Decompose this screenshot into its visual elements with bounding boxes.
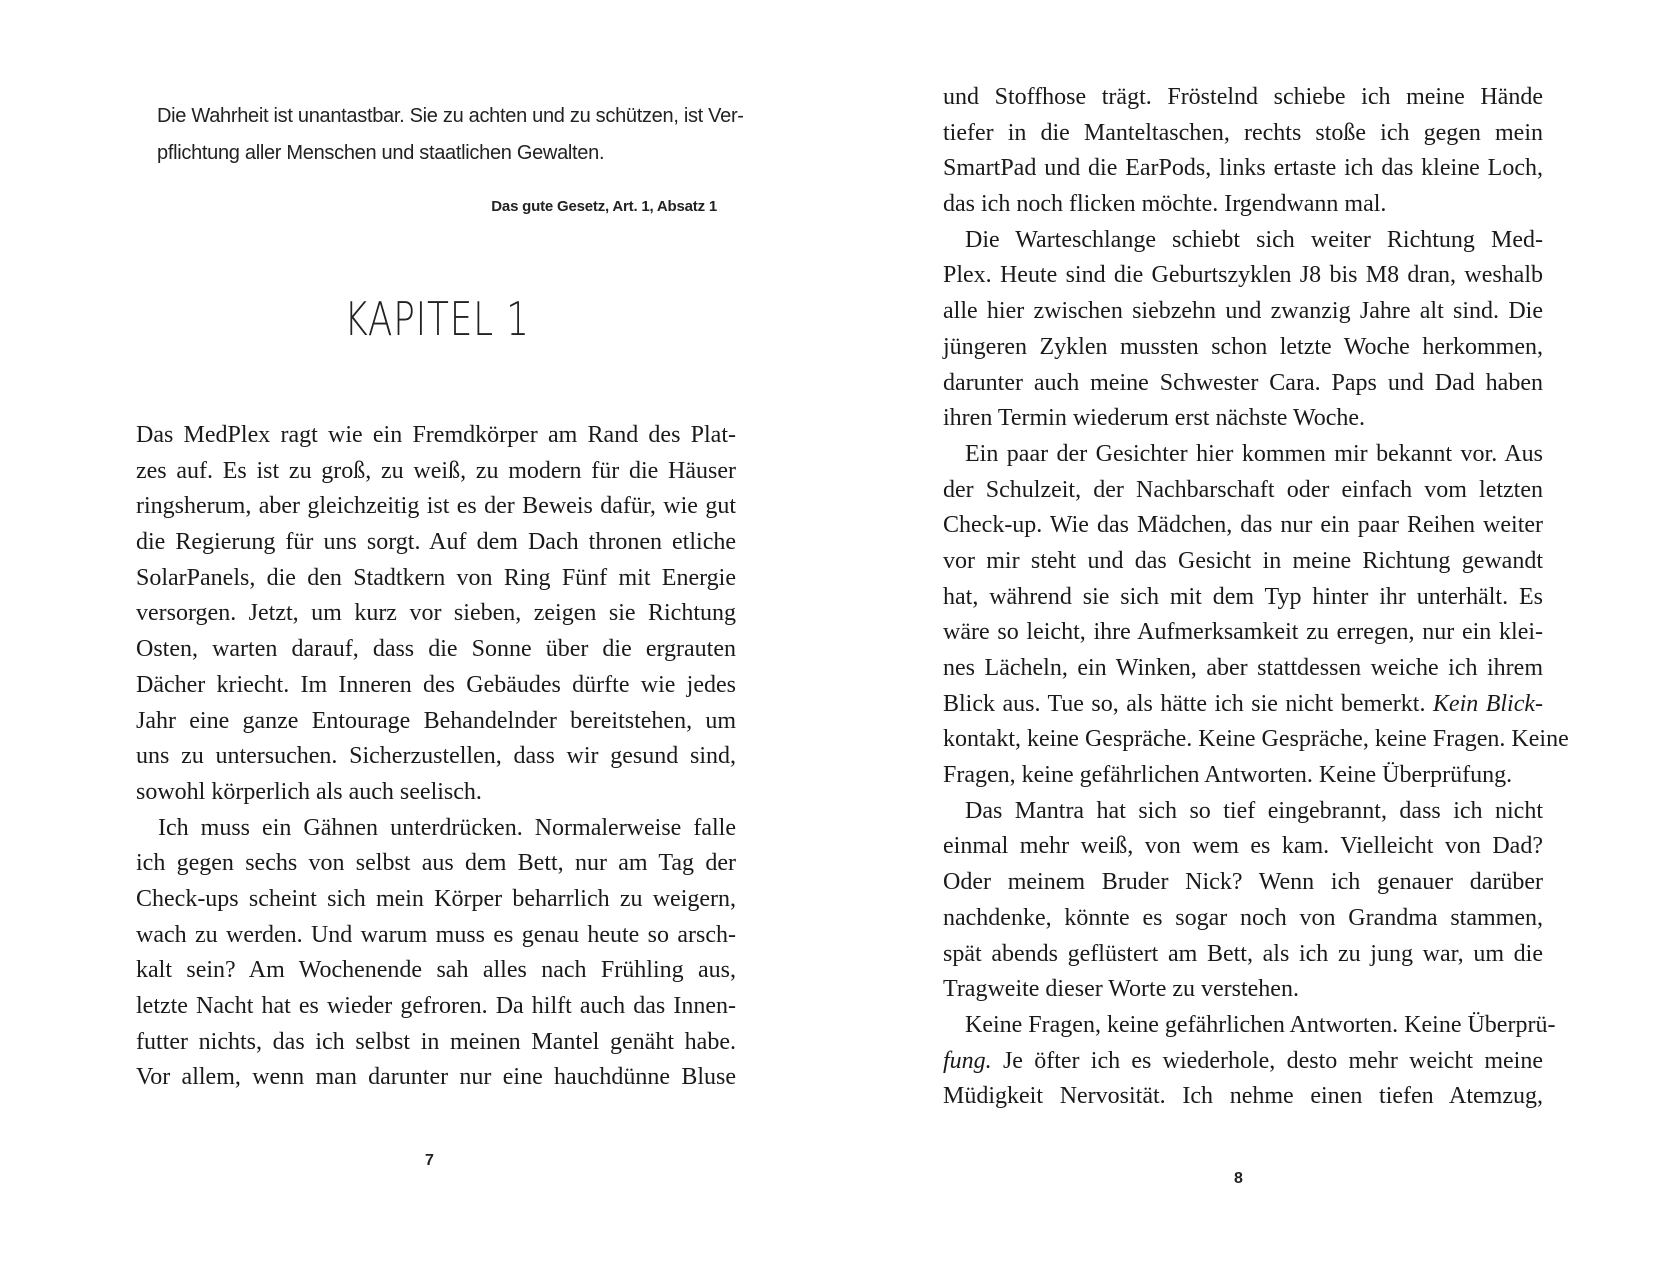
text-line: nachdenke, könnte es sogar noch von Grandma stammen,: [943, 904, 1543, 931]
page-number: 7: [425, 1152, 434, 1169]
text-line: Check-up. Wie das Mädchen, das nur ein paar Reihen weiter: [943, 512, 1543, 539]
right-page: [827, 0, 1654, 1270]
text-line: spät abends geflüstert am Bett, als ich zu jung war, um die: [943, 940, 1543, 967]
text-line: zes auf. Es ist zu groß, zu weiß, zu modern für die Häuser: [136, 457, 736, 484]
text-line: [943, 687, 1543, 723]
text-line: Plex. Heute sind die Geburtszyklen J8 bis M8 dran, weshalb: [943, 262, 1543, 289]
text-line: ich gegen sechs von selbst aus dem Bett, nur am Tag der: [136, 850, 736, 877]
right-page-body: [943, 80, 1569, 1115]
italic-text-segment: fung.: [943, 1047, 992, 1074]
text-line: Das MedPlex ragt wie ein Fremdkörper am Rand des Plat-: [136, 422, 736, 448]
text-line: vor mir steht und das Gesicht in meine Richtung gewandt: [943, 547, 1543, 574]
text-line: die Regierung für uns sorgt. Auf dem Dach thronen etliche: [136, 529, 736, 556]
text-line: einmal mehr weiß, von wem es kam. Vielleicht von Dad?: [943, 833, 1543, 860]
epigraph: [157, 98, 744, 172]
text-line: wäre so leicht, ihre Aufmerksamkeit zu erregen, nur ein klei-: [943, 619, 1543, 646]
italic-text-line: kontakt, keine Gespräche. Keine Gespräche, keine Fragen. Keine: [943, 726, 1569, 753]
text-segment: Blick aus. Tue so, als hätte ich sie nicht bemerkt.: [943, 690, 1426, 717]
text-line: tiefer in die Manteltaschen, rechts stoße ich gegen mein: [943, 119, 1543, 146]
text-line: Müdigkeit Nervosität. Ich nehme einen tiefen Atemzug,: [943, 1083, 1543, 1110]
text-line: ringsherum, aber gleichzeitig ist es der Beweis dafür, wie gut: [136, 493, 736, 520]
text-line: darunter auch meine Schwester Cara. Paps und Dad haben: [943, 369, 1543, 396]
text-line: letzte Nacht hat es wieder gefroren. Da hilft auch das Innen-: [136, 993, 736, 1019]
text-line: und Stoffhose trägt. Fröstelnd schiebe ich meine Hände: [943, 84, 1543, 110]
italic-text-segment: Kein Blick-: [1432, 690, 1544, 717]
text-line: Osten, warten darauf, dass die Sonne über die ergrauten: [136, 636, 736, 663]
text-line: Ich muss ein Gähnen unterdrücken. Normalerweise falle: [158, 814, 736, 841]
text-segment: Je öfter ich es wiederhole, desto mehr weicht meine: [991, 1047, 1543, 1074]
text-line: futter nichts, das ich selbst in meinen Mantel genäht habe.: [136, 1028, 736, 1055]
epigraph-source: Das gute Gesetz, Art. 1, Absatz 1: [491, 198, 717, 215]
text-line: SmartPad und die EarPods, links ertaste ich das kleine Loch,: [943, 155, 1543, 182]
text-line: [943, 1044, 1543, 1080]
text-line: Vor allem, wenn man darunter nur eine hauchdünne Bluse: [136, 1064, 736, 1091]
epigraph-line: Die Wahrheit ist unantastbar. Sie zu achten und zu schützen, ist Ver-: [157, 105, 744, 127]
text-line: Jahr eine ganze Entourage Behandelnder bereitstehen, um: [136, 707, 736, 734]
text-line: Ein paar der Gesichter hier kommen mir bekannt vor. Aus: [965, 440, 1543, 467]
text-line: Oder meinem Bruder Nick? Wenn ich genauer darüber: [943, 869, 1543, 896]
text-line: alle hier zwischen siebzehn und zwanzig Jahre alt sind. Die: [943, 298, 1543, 325]
text-line: das ich noch flicken möchte. Irgendwann mal.: [943, 191, 1387, 218]
text-line: Dächer kriecht. Im Inneren des Gebäudes dürfte wie jedes: [136, 671, 736, 698]
text-line: hat, während sie sich mit dem Typ hinter ihr unterhält. Es: [943, 583, 1543, 610]
text-line: der Schulzeit, der Nachbarschaft oder einfach vom letzten: [943, 476, 1543, 503]
text-line: Check-ups scheint sich mein Körper beharrlich zu weigern,: [136, 885, 736, 912]
text-line: ihren Termin wiederum erst nächste Woche.: [943, 405, 1366, 432]
text-line: Tragweite dieser Worte zu verstehen.: [943, 976, 1299, 1003]
text-line: Die Warteschlange schiebt sich weiter Richtung Med-: [965, 226, 1543, 253]
page-number: 8: [1234, 1170, 1243, 1187]
text-line: Das Mantra hat sich so tief eingebrannt, dass ich nicht: [965, 797, 1543, 824]
text-line: nes Lächeln, ein Winken, aber stattdessen weiche ich ihrem: [943, 655, 1543, 681]
text-line: wach zu werden. Und warum muss es genau heute so arsch-: [136, 921, 736, 948]
left-page-body: [136, 418, 736, 1096]
text-line: sowohl körperlich als auch seelisch.: [136, 778, 482, 805]
italic-text-line: Fragen, keine gefährlichen Antworten. Keine Überprüfung.: [943, 762, 1513, 789]
epigraph-line: pflichtung aller Menschen und staatlichen Gewalten.: [157, 142, 605, 164]
text-line: uns zu untersuchen. Sicherzustellen, dass wir gesund sind,: [136, 743, 736, 770]
text-line: SolarPanels, die den Stadtkern von Ring Fünf mit Energie: [136, 564, 736, 591]
text-line: versorgen. Jetzt, um kurz vor sieben, zeigen sie Richtung: [136, 600, 736, 627]
text-line: kalt sein? Am Wochenende sah alles nach Frühling aus,: [136, 957, 736, 984]
italic-text-line: Keine Fragen, keine gefährlichen Antworten. Keine Überprü-: [965, 1011, 1556, 1038]
chapter-title: KAPITEL 1: [344, 292, 530, 346]
text-line: jüngeren Zyklen mussten schon letzte Woche herkommen,: [943, 333, 1543, 360]
